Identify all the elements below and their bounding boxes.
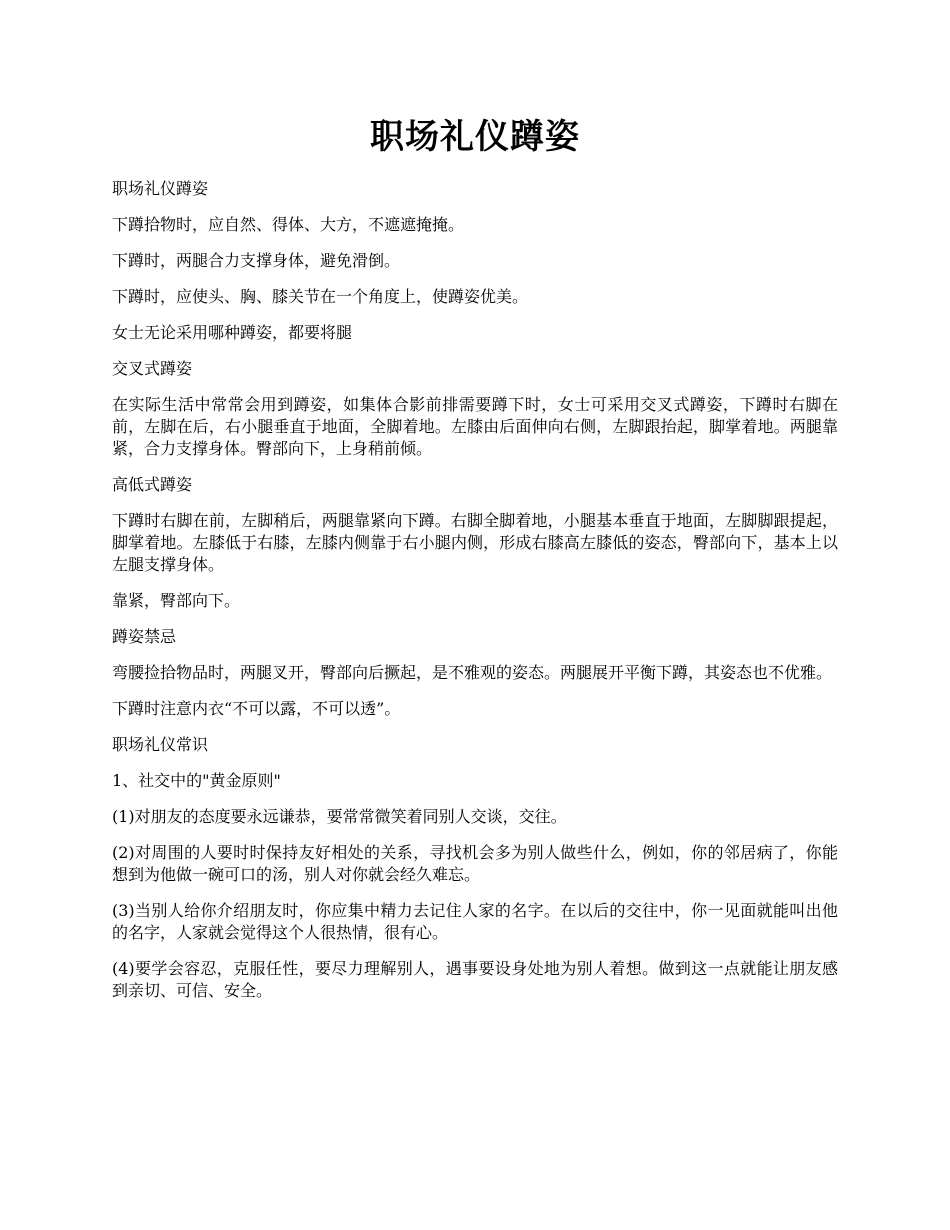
paragraph: 弯腰捡拾物品时，两腿叉开，臀部向后撅起，是不雅观的姿态。两腿展开平衡下蹲，其姿态也不优雅。: [112, 663, 833, 682]
paragraph: 下蹲时右脚在前，左脚稍后，两腿靠紧向下蹲。右脚全脚着地，小腿基本垂直于地面，左脚脚跟提起，脚掌着地。左膝低于右膝，左膝内侧靠于右小腿内侧，形成右膝高左膝低的姿态，臀部向下，基本上以左腿支撑身体。: [112, 511, 838, 574]
list-item: (1)对朋友的态度要永远谦恭，要常常微笑着同别人交谈，交往。: [112, 807, 567, 826]
paragraph: 下蹲拾物时，应自然、得体、大方，不遮遮掩掩。: [112, 215, 465, 234]
section-heading: 蹲姿禁忌: [112, 627, 177, 646]
section-heading: 职场礼仪常识: [112, 735, 209, 754]
paragraph: 下蹲时注意内衣“不可以露，不可以透”。: [112, 699, 401, 718]
document-body: [112, 178, 838, 1002]
section-heading: 1、社交中的"黄金原则": [112, 771, 281, 790]
list-item: (4)要学会容忍，克服任性，要尽力理解别人，遇事要设身处地为别人着想。做到这一点就能让朋友感到亲切、可信、安全。: [112, 959, 838, 1000]
paragraph: 下蹲时，应使头、胸、膝关节在一个角度上，使蹲姿优美。: [112, 287, 529, 306]
list-item: (3)当别人给你介绍朋友时，你应集中精力去记住人家的名字。在以后的交往中，你一见面就能叫出他的名字，人家就会觉得这个人很热情，很有心。: [112, 901, 838, 942]
list-item: (2)对周围的人要时时保持友好相处的关系，寻找机会多为别人做些什么，例如，你的邻居病了，你能想到为他做一碗可口的汤，别人对你就会经久难忘。: [112, 843, 838, 884]
section-heading: 高低式蹲姿: [112, 475, 193, 494]
paragraph: 女士无论采用哪种蹲姿，都要将腿: [112, 323, 353, 342]
document-title: 职场礼仪蹲姿: [370, 117, 580, 157]
paragraph: 在实际生活中常常会用到蹲姿，如集体合影前排需要蹲下时，女士可采用交叉式蹲姿，下蹲时右脚在前，左脚在后，右小腿垂直于地面，全脚着地。左膝由后面伸向右侧，左脚跟抬起，脚掌着地。两腿靠紧，合力支撑身体。臀部向下，上身稍前倾。: [112, 395, 838, 458]
paragraph: 下蹲时，两腿合力支撑身体，避免滑倒。: [112, 251, 401, 270]
paragraph: 靠紧，臀部向下。: [112, 591, 241, 610]
paragraph: 职场礼仪蹲姿: [112, 179, 209, 198]
section-heading: 交叉式蹲姿: [112, 359, 193, 378]
